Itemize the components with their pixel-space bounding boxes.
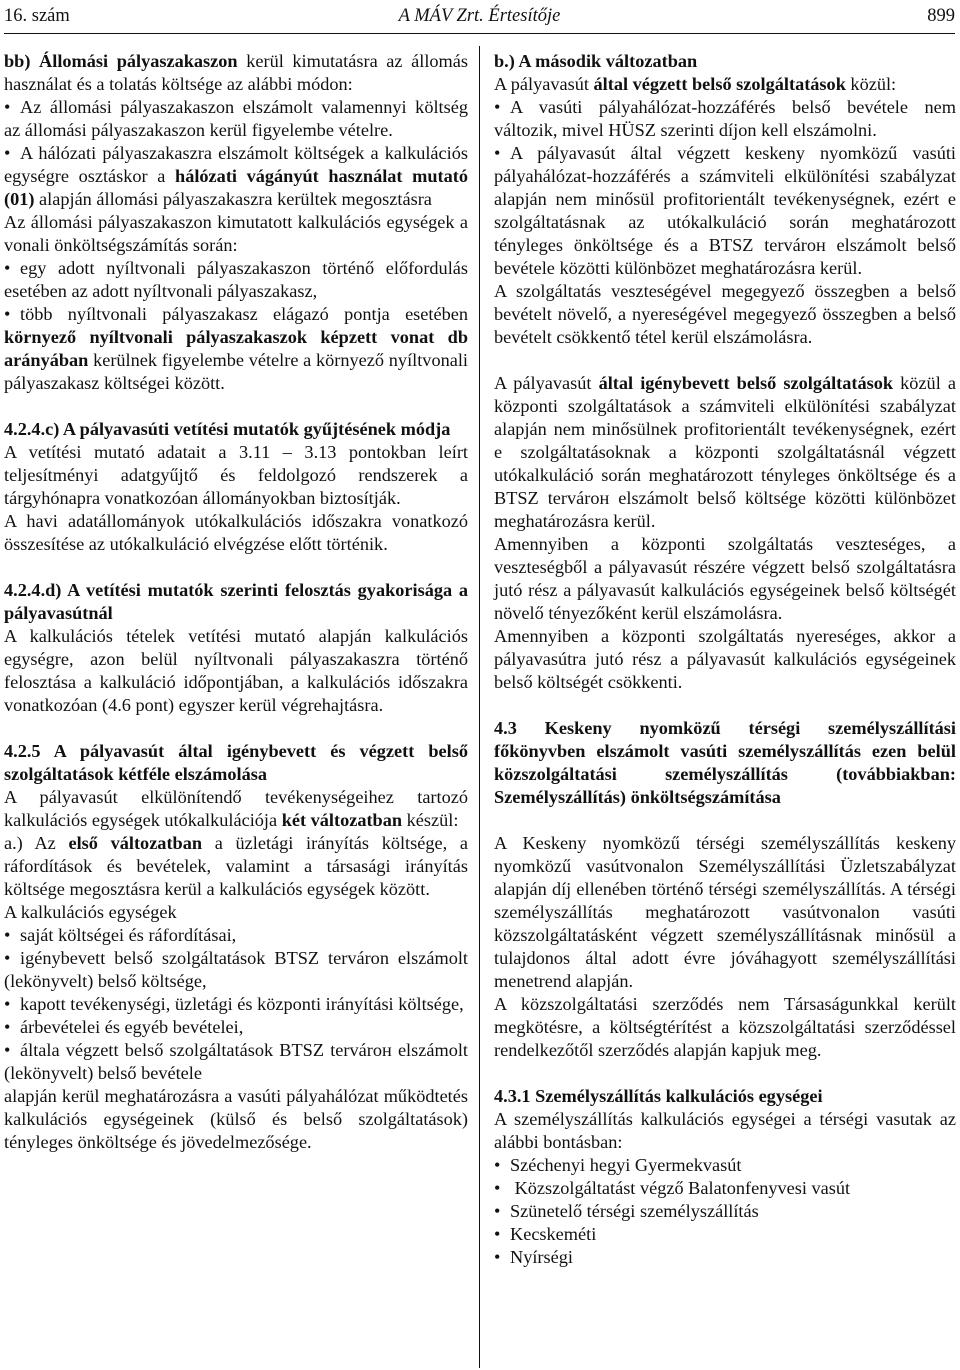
bullet-item (494, 142, 956, 280)
body-text: igénybevett belső szolgáltatások BTSZ terváron elszámolt (lekönyvelt) belső költsége, (4, 948, 468, 991)
bold-text: két változatban (281, 810, 403, 830)
body-text: A vetítési mutató adatait a 3.11 – 3.13 pontokban leírt teljesítményi adatgyűjtő és feldolgozó rendszerek a tárgyhónapra vonatkozóan állományokban biztosítják. (4, 442, 468, 508)
bullet-item (4, 142, 468, 211)
bullet-item (4, 993, 468, 1016)
bullet-icon: • (494, 143, 501, 163)
bullet-item (494, 1246, 956, 1269)
body-text: A pályavasút által végzett keskeny nyomközű vasúti pályahálózat-hozzáférés a számviteli elkülönítési szabályzat alapján nem minősül profitorientált tevékenységnek, ezért e szolgáltatásnak az utókalkuláció során meghatározott tényleges önköltsége és a BTSZ tervárон elszámolt belső bevétele közötti különbözet meghatározásra kerül. (494, 143, 956, 278)
paragraph (4, 510, 468, 556)
paragraph (494, 1085, 956, 1108)
body-text: A kalkulációs tételek vetítési mutató alapján kalkulációs egységre, azon belül nyíltvonali pályaszakaszra történő felosztása a kalkuláció időpontjában, a kalkulációs időszakra vonatkozóan (4.6 pont) egyszer kerül végrehajtásra. (4, 626, 468, 715)
body-text: közül a központi szolgáltatások a számviteli elkülönítési szabályzat alapján nem minősülnek profitorientált tevékenységnek, ezért e szolgáltatásoknak a központi szolgáltatásnál végzett utókalkuláció során meghatározott tényleges önköltsége és a BTSZ tervárон elszámolt belső költsége közötti különbözet meghatározásra kerül. (494, 373, 956, 531)
bold-text: környező nyíltvonali pályaszakaszok képzett vonat db arányában (4, 327, 468, 370)
bold-text: 4.2.5 A pályavasút által igénybevett és végzett belső szolgáltatások kétféle elszámolása (4, 741, 468, 784)
body-text: A Keskeny nyomközű térségi személyszállítás keskeny nyomközű vasútvonalon Személyszállítási Üzletszabályzat alapján díj ellenében történő térségi személyszállítás. A térségi személyszállítás meghatározott vasútvonalon vasúti közszolgáltatásként végzett személyszállításnak minősül a tulajdonos által adott évre jóváhagyott személyszállítási menetrend alapján. (494, 833, 956, 991)
bold-text: által igénybevett belső szolgáltatások (598, 373, 894, 393)
paragraph (4, 625, 468, 717)
paragraph-gap (4, 395, 468, 418)
bullet-item (4, 257, 468, 303)
body-text: kerül kimutatásra az állomás használat és a tolatás költsége az alábbi módon: (4, 51, 469, 94)
body-text: készül: (402, 810, 459, 830)
page-header (4, 4, 955, 30)
bold-text: bb) Állomási pályaszakaszon (4, 51, 238, 71)
body-text: Az állomási pályaszakaszon kimutatott kalkulációs egységek a vonali önköltségszámítás során: (4, 212, 468, 255)
body-text: A hálózati pályaszakaszra elszámolt költségek a kalkulációs egységre osztáskor a (4, 143, 468, 186)
header-rule (4, 33, 955, 34)
journal-title: A MÁV Zrt. Értesítője (398, 6, 561, 26)
column-divider (479, 46, 480, 1368)
body-text: alapján állomási pályaszakaszra kerültek megosztásra (34, 189, 432, 209)
bullet-item (494, 1177, 956, 1200)
paragraph (494, 73, 956, 96)
paragraph-gap (4, 717, 468, 740)
body-text: kerülnek figyelembe vételre a környező nyíltvonali pályaszakasz költségei között. (4, 350, 468, 393)
paragraph (494, 280, 956, 349)
body-text: A pályavasút (494, 74, 594, 94)
bold-text: első változatban (68, 833, 203, 853)
bullet-icon: • (4, 1040, 11, 1060)
body-text: saját költségei és ráfordításai, (20, 925, 237, 945)
bullet-item (494, 1200, 956, 1223)
body-text: A közszolgáltatási szerződés nem Társaságunkkal került megkötésre, a költségtérítést a közszolgáltatási szerződéssel rendelkezőtől szerződés alapján kapjuk meg. (494, 994, 956, 1060)
bold-text: 4.3 Keskeny nyomközű térségi személyszállítási főkönyvben elszámolt vasúti személyszállítás ezen belül közszolgáltatási személyszállítás (továbbiakban: Személyszállítás) önköltségszámítása (494, 718, 956, 807)
paragraph (4, 418, 468, 441)
body-text: Az állomási pályaszakaszon elszámolt valamennyi költség az állomási pályaszakaszon kerül figyelembe vételre. (4, 97, 468, 140)
paragraph (4, 50, 468, 96)
body-text: Nyírségi (510, 1247, 573, 1267)
bullet-icon: • (494, 1201, 501, 1221)
body-text: alapján kerül meghatározásra a vasúti pályahálózat működtetés kalkulációs egységeinek (külső és belső szolgáltatások) tényleges önköltsége és jövedelmezősége. (4, 1086, 468, 1152)
bold-text: 4.2.4.d) A vetítési mutatók szerinti felosztás gyakorisága a pályavasútnál (4, 580, 468, 623)
body-text: árbevételei és egyéb bevételei, (20, 1017, 244, 1037)
paragraph (494, 832, 956, 993)
paragraph-gap (494, 1062, 956, 1085)
bullet-item (4, 924, 468, 947)
paragraph (494, 50, 956, 73)
paragraph (4, 579, 468, 625)
body-text: Amennyiben a központi szolgáltatás veszteséges, a veszteségből a pályavasút részére végzett belső szolgáltatásra jutó rész a pályavasút kalkulációs egységeinek belső költségét növelő tényezőként kerül elszámolásra. (494, 534, 956, 623)
body-text: A személyszállítás kalkulációs egységei a térségi vasutak az alábbi bontásban: (494, 1109, 956, 1152)
bullet-icon: • (4, 994, 11, 1014)
paragraph (4, 740, 468, 786)
body-text: A vasúti pályahálózat-hozzáférés belső bevétele nem változik, mivel HÜSZ szerinti díjon kell elszámolni. (494, 97, 956, 140)
paragraph (494, 993, 956, 1062)
paragraph (4, 901, 468, 924)
paragraph (4, 786, 468, 832)
bullet-icon: • (494, 1155, 501, 1175)
bold-text: b.) A második változatban (494, 51, 698, 71)
body-text: Széchenyi hegyi Gyermekvasút (510, 1155, 742, 1175)
right-column (494, 50, 956, 1269)
bullet-icon: • (4, 1017, 11, 1037)
paragraph (4, 832, 468, 901)
paragraph (494, 625, 956, 694)
paragraph-gap (494, 809, 956, 832)
bullet-icon: • (494, 1224, 501, 1244)
paragraph (494, 533, 956, 625)
bullet-icon: • (494, 1247, 501, 1267)
bullet-item (4, 947, 468, 993)
body-text: Kecskeméti (510, 1224, 597, 1244)
body-text: egy adott nyíltvonali pályaszakaszon történő előfordulás esetében az adott nyíltvonali pályaszakasz, (4, 258, 468, 301)
body-text: Szünetelő térségi személyszállítás (510, 1201, 759, 1221)
bullet-icon: • (4, 258, 11, 278)
bold-text: hálózati vágányút használat mutató (01) (4, 166, 469, 209)
paragraph (4, 441, 468, 510)
bullet-icon: • (494, 1178, 501, 1198)
paragraph (494, 372, 956, 533)
bullet-item (4, 1039, 468, 1085)
body-text: A kalkulációs egységek (4, 902, 177, 922)
body-text: A pályavasút (494, 373, 599, 393)
body-text: Közszolgáltatást végző Balatonfenyvesi vasút (510, 1178, 851, 1198)
bullet-icon: • (4, 925, 11, 945)
body-text: A szolgáltatás veszteségével megegyező összegben a belső bevételt növelő, a nyereségével megegyező összegben a belső bevételt csökkentő tétel kerül elszámolásra. (494, 281, 956, 347)
left-column (4, 50, 468, 1154)
body-text: a üzletági irányítás költsége, a ráfordítások és bevételek, valamint a társasági irányítás költsége megosztásra kerül a kalkulációs egységek között. (4, 833, 468, 899)
bullet-icon: • (4, 97, 11, 117)
body-text: a.) Az (4, 833, 69, 853)
bullet-item (4, 96, 468, 142)
bold-text: 4.2.4.c) A pályavasúti vetítési mutatók gyűjtésének módja (4, 419, 451, 439)
bullet-icon: • (494, 97, 501, 117)
paragraph-gap (494, 349, 956, 372)
bullet-icon: • (4, 143, 11, 163)
bold-text: 4.3.1 Személyszállítás kalkulációs egységei (494, 1086, 823, 1106)
bullet-item (4, 1016, 468, 1039)
bullet-item (494, 1154, 956, 1177)
paragraph (494, 1108, 956, 1154)
paragraph (494, 717, 956, 809)
bullet-icon: • (4, 948, 11, 968)
paragraph-gap (4, 556, 468, 579)
body-text: közül: (845, 74, 897, 94)
bullet-item (494, 1223, 956, 1246)
issue-number: 16. szám (4, 6, 70, 26)
body-text: kapott tevékenységi, üzletági és központi irányítási költsége, (20, 994, 464, 1014)
body-text: A pályavasút elkülönítendő tevékenységeihez tartozó kalkulációs egységek utókalkulációja (4, 787, 468, 830)
page-number: 899 (927, 6, 955, 26)
paragraph-gap (494, 694, 956, 717)
paragraph (4, 211, 468, 257)
bullet-item (4, 303, 468, 395)
bullet-icon: • (4, 304, 11, 324)
body-text: több nyíltvonali pályaszakasz elágazó pontja esetében (20, 304, 468, 324)
body-text: A havi adatállományok utókalkulációs időszakra vonatkozó összesítése az utókalkuláció elvégzése előtt történik. (4, 511, 468, 554)
paragraph (4, 1085, 468, 1154)
bullet-item (494, 96, 956, 142)
body-text: Amennyiben a központi szolgáltatás nyereséges, akkor a pályavasútra jutó rész a pályavasút kalkulációs egységeinek belső költségét csökkenti. (494, 626, 956, 692)
body-text: általa végzett belső szolgáltatások BTSZ tervárон elszámolt (lekönyvelt) belső bevétele (4, 1040, 468, 1083)
bold-text: által végzett belső szolgáltatások (593, 74, 846, 94)
